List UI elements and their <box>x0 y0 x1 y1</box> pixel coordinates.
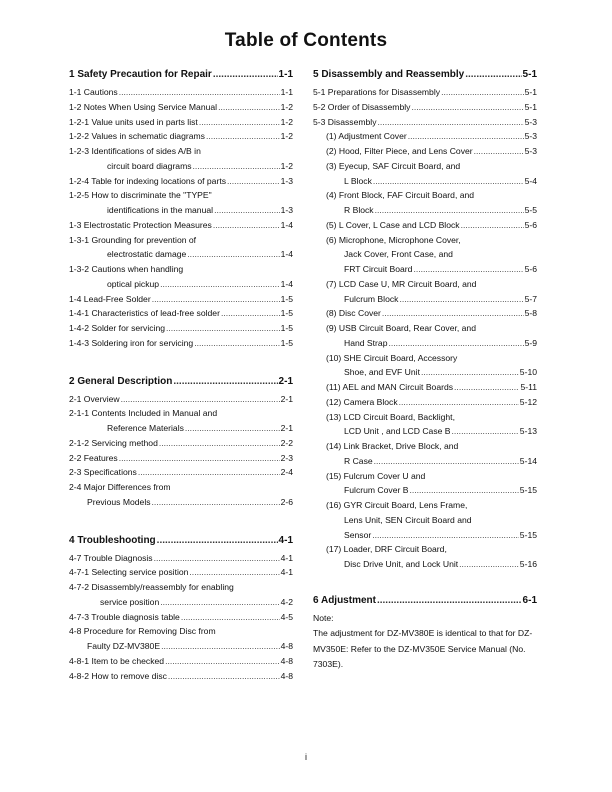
toc-page: 1-4 <box>280 249 293 260</box>
leader-dots <box>160 277 280 292</box>
toc-label: Reference Materials <box>107 423 184 433</box>
toc-label: identifications in the manual <box>107 205 214 215</box>
toc-entry-first-line[interactable]: 4-8 Procedure for Removing Disc from <box>69 626 216 637</box>
toc-page: 5-13 <box>519 426 537 437</box>
toc-entry[interactable] <box>69 436 293 451</box>
toc-section-label: 1 Safety Precaution for Repair <box>69 69 212 80</box>
toc-page: 5-15 <box>519 529 537 540</box>
toc-entry[interactable] <box>69 669 293 684</box>
leader-dots <box>181 610 280 625</box>
leader-dots <box>372 528 519 543</box>
toc-page: 5-6 <box>524 219 537 230</box>
leader-dots <box>206 129 280 144</box>
leader-dots <box>421 365 519 380</box>
toc-page: 4-1 <box>280 552 293 563</box>
toc-label: Hand Strap <box>344 337 388 348</box>
toc-page: 6-1 <box>522 594 537 606</box>
toc-page: 2-1 <box>280 393 293 404</box>
toc-entry[interactable] <box>313 203 537 218</box>
leader-dots <box>378 115 524 130</box>
toc-page: 5-1 <box>522 69 537 80</box>
toc-page: 1-1 <box>280 87 293 97</box>
toc-entry-first-line[interactable]: 4-7-2 Disassembly/reassembly for enabling <box>69 582 234 592</box>
toc-entry[interactable] <box>69 451 293 466</box>
toc-label: LCD Unit , and LCD Case B <box>344 426 451 437</box>
toc-page: 1-1 <box>278 69 293 80</box>
toc-label: 1-1 Cautions <box>69 87 118 97</box>
toc-entry[interactable] <box>313 144 537 159</box>
leader-dots <box>189 565 279 580</box>
leader-dots <box>413 262 523 277</box>
leader-dots <box>441 85 524 100</box>
toc-label: 4-7 Trouble Diagnosis <box>69 552 153 563</box>
toc-label: 1-2-4 Table for indexing locations of parts <box>69 175 227 186</box>
toc-label: 1-2 Notes When Using Service Manual <box>69 101 218 112</box>
toc-section-label: 6 Adjustment <box>313 594 376 606</box>
leader-dots <box>161 639 280 654</box>
toc-entry[interactable] <box>69 639 293 654</box>
toc-entry-first-line[interactable]: (16) GYR Circuit Board, Lens Frame, <box>326 500 468 510</box>
page-title: Table of Contents <box>224 30 388 51</box>
toc-entry[interactable] <box>313 336 537 351</box>
leader-dots <box>454 380 519 395</box>
toc-entry-first-line[interactable]: 1-2-3 Identifications of sides A/B in <box>69 146 201 156</box>
toc-entry[interactable] <box>69 218 293 233</box>
toc-page: 5-10 <box>519 367 537 378</box>
toc-entry[interactable] <box>69 465 293 480</box>
toc-entry[interactable] <box>69 336 293 351</box>
toc-entry[interactable] <box>313 129 537 144</box>
leader-dots <box>119 85 280 100</box>
leader-dots <box>138 465 280 480</box>
toc-entry[interactable] <box>313 262 537 277</box>
toc-label: R Block <box>344 205 374 215</box>
leader-dots <box>409 483 518 498</box>
toc-entry[interactable] <box>313 528 537 543</box>
toc-label: 2-2 Features <box>69 452 118 463</box>
toc-entry[interactable] <box>69 595 293 610</box>
toc-page: 4-8 <box>280 641 293 651</box>
leader-dots <box>157 532 278 550</box>
toc-page: 1-4 <box>280 219 293 230</box>
toc-label: 5-2 Order of Disassembly <box>313 101 411 112</box>
toc-page: 5-7 <box>524 293 537 304</box>
leader-dots <box>382 306 524 321</box>
leader-dots <box>165 654 280 669</box>
toc-page: 1-2 <box>280 101 293 112</box>
toc-page: 1-2 <box>280 116 293 127</box>
toc-label: (2) Hood, Filter Piece, and Lens Cover <box>326 146 473 156</box>
toc-label: (12) Camera Block <box>326 396 398 407</box>
toc-label: 4-7-1 Selecting service position <box>69 567 189 578</box>
leader-dots <box>193 159 280 174</box>
leader-dots <box>399 292 523 307</box>
note-text: The adjustment for DZ-MV380E is identical to that for DZ-MV350E: Refer to the DZ-MV350E Service Manual (No. 7303E). <box>313 628 533 670</box>
leader-dots <box>411 100 523 115</box>
toc-page: 5-9 <box>524 337 537 348</box>
toc-entry-first-line[interactable]: (7) LCD Case U, MR Circuit Board, and <box>326 278 477 289</box>
toc-label: (8) Disc Cover <box>326 308 381 319</box>
toc-entry[interactable] <box>69 321 293 336</box>
spacer <box>313 572 537 592</box>
toc-label: 1-3 Electrostatic Protection Measures <box>69 219 212 230</box>
toc-label: (5) L Cover, L Case and LCD Block <box>326 219 460 230</box>
toc-entry-first-line[interactable]: (14) Link Bracket, Drive Block, and <box>326 441 459 451</box>
toc-entry-first-line[interactable]: 1-3-2 Cautions when handling <box>69 264 184 274</box>
leader-dots <box>408 129 524 144</box>
toc-page: 1-3 <box>280 205 293 215</box>
toc-entry[interactable] <box>69 159 293 174</box>
toc-page: 2-3 <box>280 452 293 463</box>
toc-page: 4-2 <box>280 596 293 607</box>
toc-page: 1-2 <box>280 160 293 171</box>
toc-label: circuit board diagrams <box>107 160 192 171</box>
toc-page: 4-1 <box>280 567 293 578</box>
leader-dots <box>374 454 519 469</box>
leader-dots <box>160 595 279 610</box>
toc-section-2[interactable] <box>69 373 293 391</box>
toc-entry[interactable] <box>313 380 537 395</box>
toc-page: 1-2 <box>280 131 293 142</box>
toc-entry[interactable] <box>313 557 537 572</box>
leader-dots <box>121 392 280 407</box>
toc-label: Fulcrum Block <box>344 293 399 304</box>
toc-page: 1-5 <box>280 323 293 333</box>
leader-dots <box>399 395 519 410</box>
toc-entry[interactable] <box>69 85 293 100</box>
toc-label: 2-3 Specifications <box>69 467 137 478</box>
toc-page: 1-5 <box>280 293 293 304</box>
toc-entry[interactable] <box>313 100 537 115</box>
leader-dots <box>154 551 280 566</box>
leader-dots <box>213 66 278 84</box>
toc-page: 5-6 <box>524 264 537 274</box>
leader-dots <box>194 336 279 351</box>
toc-page: 4-8 <box>280 670 293 681</box>
toc-entry[interactable] <box>69 392 293 407</box>
toc-entry-first-line[interactable]: (15) Fulcrum Cover U and <box>326 470 426 481</box>
toc-entry-first-line[interactable]: 1-3-1 Grounding for prevention of <box>69 234 197 245</box>
leader-dots <box>388 336 523 351</box>
toc-entry[interactable] <box>69 174 293 189</box>
toc-entry[interactable] <box>313 483 537 498</box>
toc-entry[interactable] <box>313 395 537 410</box>
toc-entry-middle-line[interactable]: Jack Cover, Front Case, and <box>344 249 453 260</box>
toc-page: 2-4 <box>280 467 293 478</box>
toc-section-1[interactable] <box>69 66 293 84</box>
toc-page: 5-4 <box>524 175 537 186</box>
toc-label: 1-2-2 Values in schematic diagrams <box>69 131 205 142</box>
toc-entry[interactable] <box>313 365 537 380</box>
toc-entry[interactable] <box>313 85 537 100</box>
toc-entry[interactable] <box>313 292 537 307</box>
page-number: i <box>305 752 307 762</box>
toc-label: service position <box>100 596 160 607</box>
toc-page: 1-3 <box>280 175 293 186</box>
toc-page: 5-3 <box>524 146 537 156</box>
leader-dots <box>168 669 280 684</box>
toc-left-column <box>69 66 293 683</box>
leader-dots <box>221 306 280 321</box>
toc-entry-first-line[interactable]: (17) Loader, DRF Circuit Board, <box>326 544 447 555</box>
toc-label: 2-1 Overview <box>69 393 120 404</box>
toc-entry-first-line[interactable]: (4) Front Block, FAF Circuit Board, and <box>326 190 475 201</box>
toc-page: 5-3 <box>524 116 537 127</box>
toc-entry-middle-line[interactable]: Lens Unit, SEN Circuit Board and <box>344 514 472 525</box>
toc-entry[interactable] <box>313 306 537 321</box>
leader-dots <box>452 424 519 439</box>
toc-page: 1-4 <box>280 278 293 289</box>
leader-dots <box>199 115 280 130</box>
toc-label: Shoe, and EVF Unit <box>344 367 420 378</box>
toc-page: 5-14 <box>519 455 537 466</box>
toc-label: 4-8-2 How to remove disc <box>69 670 167 681</box>
toc-page: 2-1 <box>278 375 293 387</box>
toc-page: 5-15 <box>519 485 537 496</box>
toc-page: 2-1 <box>280 423 293 433</box>
toc-entry[interactable] <box>313 218 537 233</box>
toc-entry[interactable] <box>69 495 293 510</box>
toc-page: 5-11 <box>520 382 537 392</box>
leader-dots <box>218 100 280 115</box>
toc-entry-first-line[interactable]: (9) USB Circuit Board, Rear Cover, and <box>326 323 476 333</box>
toc-label: 1-4-1 Characteristics of lead-free solder <box>69 308 220 319</box>
leader-dots <box>185 421 280 436</box>
toc-page: 4-8 <box>280 655 293 666</box>
leader-dots <box>461 218 524 233</box>
toc-section-label: 4 Troubleshooting <box>69 534 156 546</box>
toc-section-5[interactable] <box>313 66 537 84</box>
toc-entry[interactable] <box>69 129 293 144</box>
toc-entry[interactable] <box>69 610 293 625</box>
toc-label: 4-8-1 Item to be checked <box>69 655 165 666</box>
toc-label: optical pickup <box>107 278 160 289</box>
toc-label: Disc Drive Unit, and Lock Unit <box>344 559 459 569</box>
toc-entry-first-line[interactable]: 2-4 Major Differences from <box>69 482 171 492</box>
leader-dots <box>187 247 279 262</box>
leader-dots <box>166 321 280 336</box>
leader-dots <box>459 557 519 572</box>
toc-label: 1-2-1 Value units used in parts list <box>69 116 198 127</box>
toc-entry[interactable] <box>69 292 293 307</box>
toc-label: R Case <box>344 455 373 466</box>
leader-dots <box>377 592 522 610</box>
toc-page: 1-5 <box>280 308 293 319</box>
toc-entry[interactable] <box>69 100 293 115</box>
leader-dots <box>152 495 280 510</box>
leader-dots <box>465 66 521 84</box>
toc-entry[interactable] <box>69 565 293 580</box>
toc-label: 2-1-2 Servicing method <box>69 437 158 448</box>
toc-entry[interactable] <box>69 115 293 130</box>
toc-entry-first-line[interactable]: (10) SHE Circuit Board, Accessory <box>326 352 458 363</box>
leader-dots <box>373 174 524 189</box>
toc-right-column <box>313 66 537 673</box>
toc-label: Faulty DZ-MV380E <box>87 641 161 651</box>
toc-entry-first-line[interactable]: (13) LCD Circuit Board, Backlight, <box>326 411 455 422</box>
toc-page: 5-5 <box>524 205 537 215</box>
leader-dots <box>119 451 280 466</box>
toc-entry[interactable] <box>69 306 293 321</box>
toc-entry[interactable] <box>313 454 537 469</box>
note-label: Note: <box>313 612 334 623</box>
leader-dots <box>159 436 280 451</box>
toc-label: Previous Models <box>87 496 151 507</box>
toc-page: 5-3 <box>524 131 537 142</box>
toc-label: (11) AEL and MAN Circuit Boards <box>326 382 454 392</box>
leader-dots <box>227 174 280 189</box>
toc-section-label: 5 Disassembly and Reassembly <box>313 69 465 80</box>
toc-page: 4-5 <box>280 611 293 622</box>
toc-label: 5-1 Preparations for Disassembly <box>313 87 441 97</box>
toc-entry[interactable] <box>69 551 293 566</box>
toc-entry-first-line[interactable]: (6) Microphone, Microphone Cover, <box>326 234 461 245</box>
toc-page: 4-1 <box>278 534 293 546</box>
leader-dots <box>375 203 524 218</box>
toc-label: FRT Circuit Board <box>344 264 413 274</box>
toc-section-6[interactable] <box>313 592 537 610</box>
toc-page: 5-1 <box>524 87 537 97</box>
toc-label: 1-4-3 Soldering iron for servicing <box>69 337 194 348</box>
toc-page: 2-2 <box>280 437 293 448</box>
toc-page: 5-1 <box>524 101 537 112</box>
toc-entry[interactable] <box>69 421 293 436</box>
toc-page: 2-6 <box>280 496 293 507</box>
toc-section-label: 2 General Description <box>69 375 173 387</box>
toc-entry[interactable] <box>69 203 293 218</box>
toc-entry[interactable] <box>69 277 293 292</box>
toc-label: Sensor <box>344 529 372 540</box>
toc-page: 1-5 <box>280 337 293 348</box>
leader-dots <box>152 292 280 307</box>
toc-entry[interactable] <box>313 424 537 439</box>
spacer <box>69 510 293 532</box>
leader-dots <box>173 373 277 391</box>
leader-dots <box>474 144 524 159</box>
toc-section-4[interactable] <box>69 532 293 550</box>
toc-label: (1) Adjustment Cover <box>326 131 407 142</box>
toc-page: 5-8 <box>524 308 537 319</box>
toc-entry[interactable] <box>313 115 537 130</box>
toc-entry-first-line[interactable]: 2-1-1 Contents Included in Manual and <box>69 408 218 419</box>
toc-entry[interactable] <box>69 654 293 669</box>
toc-label: L Block <box>344 175 372 186</box>
toc-entry[interactable] <box>313 174 537 189</box>
toc-entry-first-line[interactable]: (3) Eyecup, SAF Circuit Board, and <box>326 160 461 171</box>
leader-dots <box>213 218 280 233</box>
toc-label: Fulcrum Cover B <box>344 485 409 496</box>
toc-entry[interactable] <box>69 247 293 262</box>
toc-label: 4-7-3 Trouble diagnosis table <box>69 611 180 622</box>
toc-label: 1-4-2 Solder for servicing <box>69 323 166 333</box>
toc-page: 5-12 <box>519 396 537 407</box>
toc-label: 1-4 Lead-Free Solder <box>69 293 151 304</box>
toc-entry-first-line[interactable]: 1-2-5 How to discriminate the "TYPE" <box>69 190 212 201</box>
spacer <box>69 351 293 373</box>
toc-label: 5-3 Disassembly <box>313 116 377 127</box>
toc-page: 5-16 <box>519 559 537 569</box>
leader-dots <box>214 203 280 218</box>
toc-label: electrostatic damage <box>107 249 187 260</box>
